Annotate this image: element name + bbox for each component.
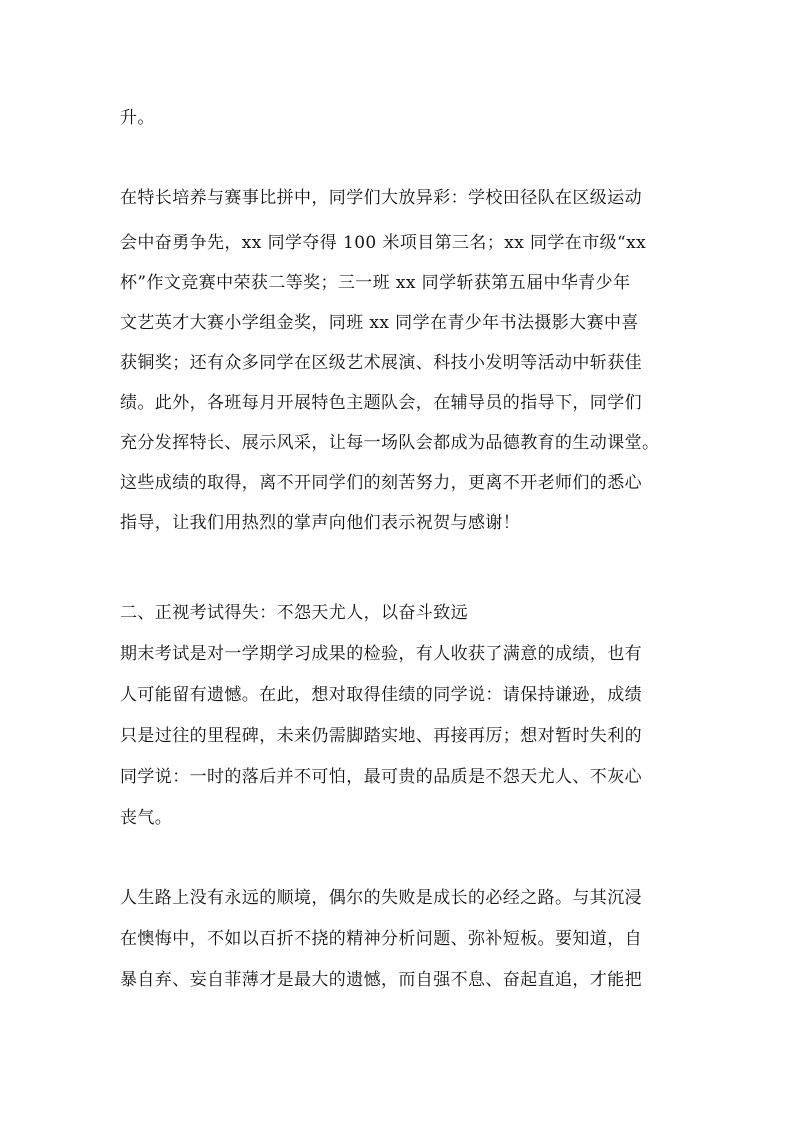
paragraph-1-line-2: 杯”作文竞赛中荣获二等奖；三一班 xx 同学斩获第五届中华青少年 — [120, 273, 631, 293]
paragraph-1-line-7: 这些成绩的取得，离不开同学们的刻苦努力，更离不开老师们的悉心 — [120, 473, 642, 493]
section-heading: 二、正视考试得失：不怨天尤人，以奋斗致远 — [120, 603, 468, 623]
paragraph-1-line-3: 文艺英才大赛小学组金奖，同班 xx 同学在青少年书法摄影大赛中喜 — [120, 313, 639, 333]
paragraph-1-line-0: 在特长培养与赛事比拼中，同学们大放异彩：学校田径队在区级运动 — [120, 188, 642, 208]
paragraph-2-line-1: 期末考试是对一学期学习成果的检验，有人收获了满意的成绩，也有 — [120, 644, 642, 664]
paragraph-2-line-5: 丧气。 — [120, 808, 173, 828]
paragraph-3-line-2: 暴自弃、妄自菲薄才是最大的遗憾，而自强不息、奋起直追，才能把 — [120, 970, 642, 990]
paragraph-0-line-0: 升。 — [120, 108, 155, 128]
paragraph-1-line-4: 获铜奖；还有众多同学在区级艺术展演、科技小发明等活动中斩获佳 — [120, 353, 642, 373]
paragraph-3-line-0: 人生路上没有永远的顺境，偶尔的失败是成长的必经之路。与其沉浸 — [120, 888, 642, 908]
paragraph-1-line-8: 指导，让我们用热烈的掌声向他们表示祝贺与感谢！ — [120, 513, 521, 533]
paragraph-3-line-1: 在懊悔中，不如以百折不挠的精神分析问题、弥补短板。要知道，自 — [120, 929, 642, 949]
paragraph-2-line-4: 同学说：一时的落后并不可怕，最可贵的品质是不怨天尤人、不灰心 — [120, 767, 642, 787]
paragraph-2-line-2: 人可能留有遗憾。在此，想对取得佳绩的同学说：请保持谦逊，成绩 — [120, 685, 642, 705]
paragraph-1-line-5: 绩。此外，各班每月开展特色主题队会，在辅导员的指导下，同学们 — [120, 393, 642, 413]
paragraph-1-line-6: 充分发挥特长、展示风采，让每一场队会都成为品德教育的生动课堂。 — [120, 433, 660, 453]
paragraph-1-line-1: 会中奋勇争先，xx 同学夺得 100 米项目第三名；xx 同学在市级“xx — [120, 233, 647, 253]
paragraph-2-line-3: 只是过往的里程碑，未来仍需脚踏实地、再接再厉；想对暂时失利的 — [120, 726, 642, 746]
